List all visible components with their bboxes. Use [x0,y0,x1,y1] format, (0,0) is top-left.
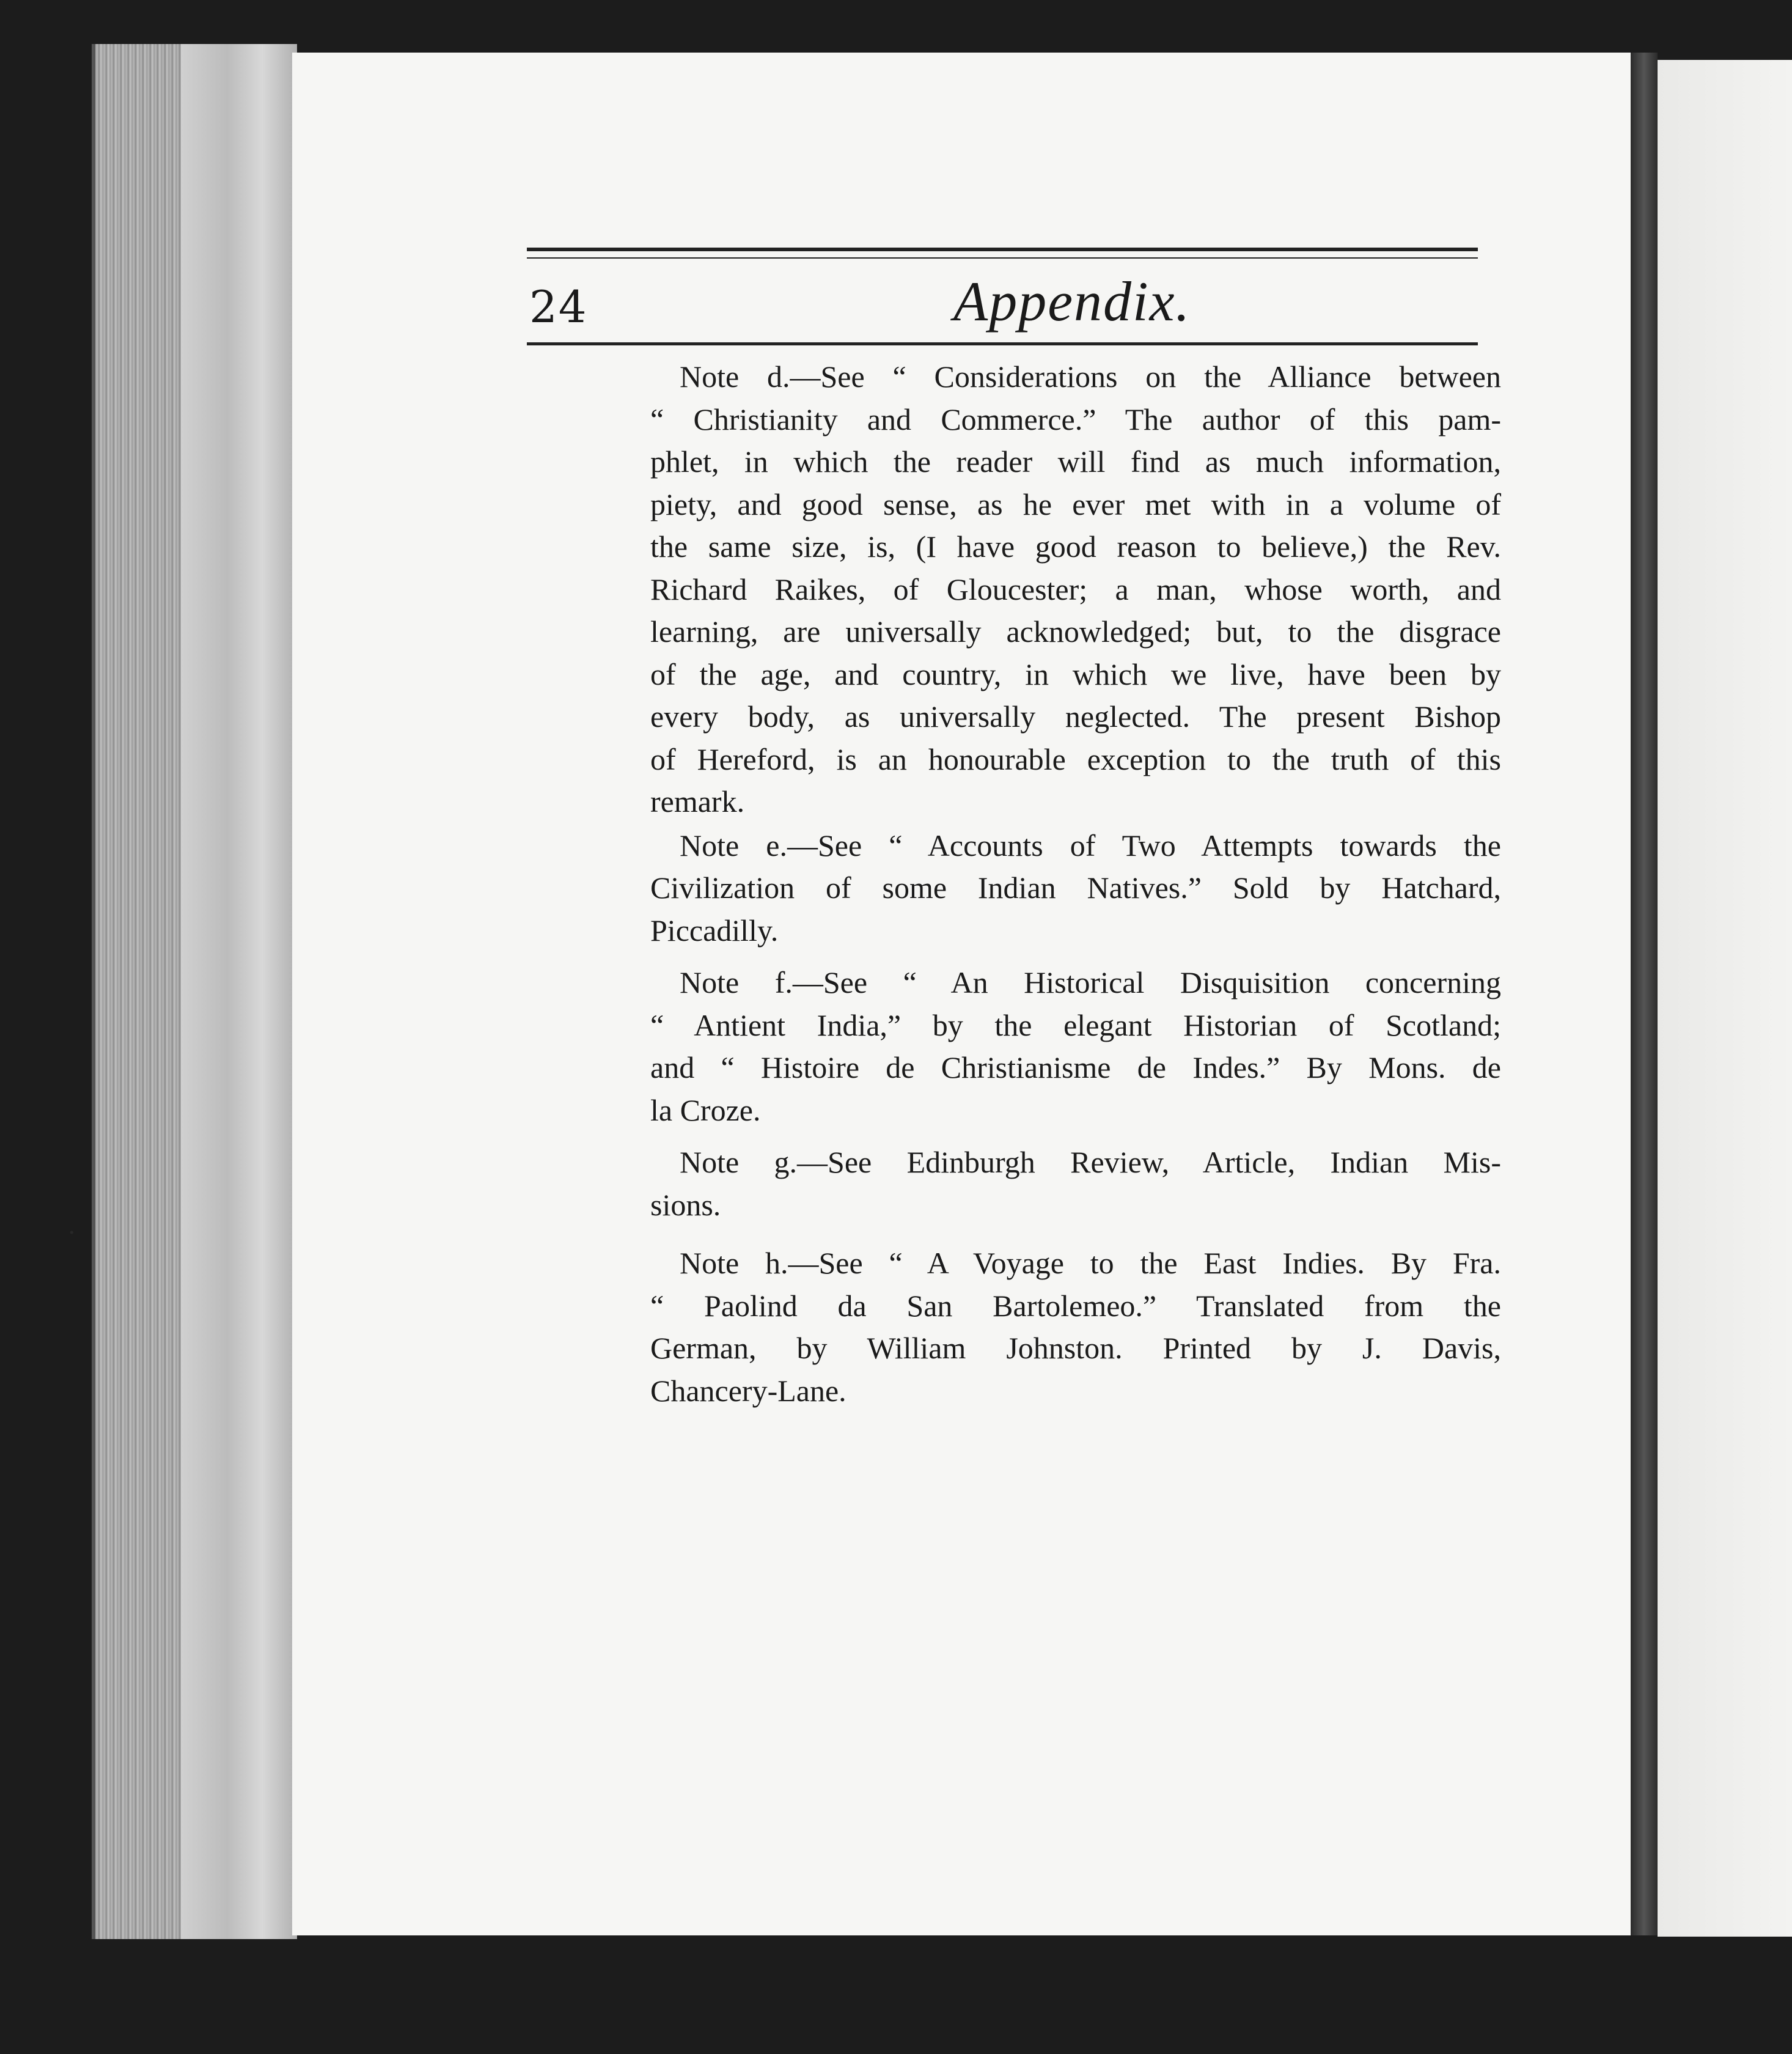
note-line: “ Antient India,” by the elegant Historian of Scotland; [650,1007,1501,1042]
note-line: every body, as universally neglected. The present Bishop [650,699,1501,734]
note-line: learning, are universally acknowledged; but, to the disgrace [650,614,1501,649]
note-line: German, by William Johnston. Printed by J. Davis, [650,1331,1501,1365]
note-e [650,825,1501,952]
running-head: Appendix. [953,270,1191,333]
facing-page-edge [1658,60,1792,1937]
note-line: Note d.—See “ Considerations on the Alliance between [680,359,1501,394]
note-line: Chancery-Lane. [650,1373,846,1408]
header-rule-bottom [527,342,1478,345]
note-line: Civilization of some Indian Natives.” Sold by Hatchard, [650,871,1501,905]
note-line: of Hereford, is an honourable exception to the truth of this [650,742,1501,776]
note-g [650,1141,1501,1226]
book-gutter [1631,53,1658,1935]
note-line: remark. [650,784,745,819]
note-line: Piccadilly. [650,913,779,948]
appendix-notes [650,356,1501,1412]
note-line: and “ Histoire de Christianisme de Indes.” By Mons. de [650,1050,1501,1084]
note-line: piety, and good sense, as he ever met with in a volume of [650,487,1501,521]
note-line: of the age, and country, in which we live, have been by [650,657,1501,691]
note-d [650,356,1501,823]
note-line: Note e.—See “ Accounts of Two Attempts towards the [680,828,1501,863]
note-line: la Croze. [650,1092,761,1127]
note-line: Note h.—See “ A Voyage to the East Indies. By Fra. [680,1246,1501,1280]
note-line: sions. [650,1187,721,1222]
note-line: “ Paolind da San Bartolemeo.” Translated from the [650,1288,1501,1323]
note-line: “ Christianity and Commerce.” The author of this pam- [650,402,1501,436]
header-rule-top-thin [527,257,1478,259]
note-f [650,962,1501,1132]
page-number: 24 [529,281,588,333]
note-line: the same size, is, (I have good reason to believe,) the Rev. [650,529,1501,564]
header-rule-top-thick [527,248,1478,251]
note-line: Note f.—See “ An Historical Disquisition concerning [680,965,1501,999]
note-line: Richard Raikes, of Gloucester; a man, whose worth, and [650,572,1501,606]
book-page-edges [92,44,297,1939]
note-line: Note g.—See Edinburgh Review, Article, Indian Mis- [680,1145,1501,1179]
note-line: phlet, in which the reader will find as much information, [650,444,1501,479]
note-h [650,1242,1501,1412]
